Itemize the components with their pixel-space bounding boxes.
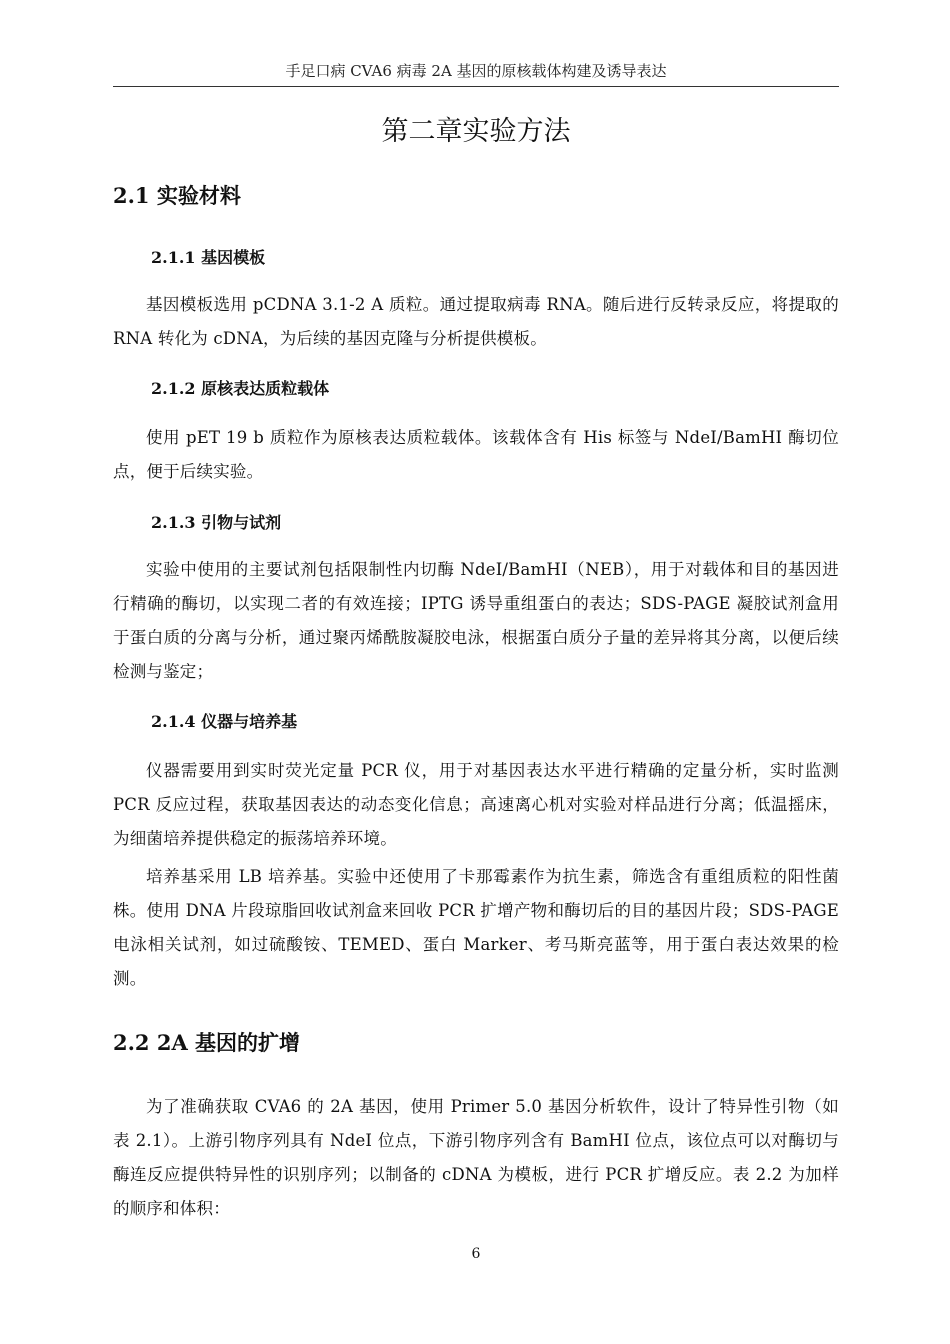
paragraph-2-1-4-instruments: 仪器需要用到实时荧光定量 PCR 仪，用于对基因表达水平进行精确的定量分析，实时监测 PCR 反应过程，获取基因表达的动态变化信息；高速离心机对实验对样品进行分离；低温摇床，为细菌培养提供稳定的振荡培养环境。 bbox=[113, 761, 839, 848]
paragraph-2-1-4-media: 培养基采用 LB 培养基。实验中还使用了卡那霉素作为抗生素，筛选含有重组质粒的阳性菌株。使用 DNA 片段琼脂回收试剂盒来回收 PCR 扩增产物和酶切后的目的基因片段；SDS-PAGE 电泳相关试剂，如过硫酸铵、TEMED、蛋白 Marker、考马斯亮蓝等，用于蛋白表达效果的检测。 bbox=[113, 867, 839, 988]
subsection-heading-2-1-3: 2.1.3 引物与试剂 bbox=[151, 513, 282, 532]
paragraph-2-1-1: 基因模板选用 pCDNA 3.1-2 A 质粒。通过提取病毒 RNA。随后进行反转录反应，将提取的 RNA 转化为 cDNA，为后续的基因克隆与分析提供模板。 bbox=[113, 295, 839, 348]
paragraph-2-1-2: 使用 pET 19 b 质粒作为原核表达质粒载体。该载体含有 His 标签与 NdeI/BamHI 酶切位点，便于后续实验。 bbox=[113, 428, 839, 481]
header-rule bbox=[113, 86, 839, 87]
paragraph-2-1-3: 实验中使用的主要试剂包括限制性内切酶 NdeI/BamHI（NEB），用于对载体和目的基因进行精确的酶切，以实现二者的有效连接；IPTG 诱导重组蛋白的表达；SDS-PAGE 凝胶试剂盒用于蛋白质的分离与分析，通过聚丙烯酰胺凝胶电泳，根据蛋白质分子量的差异将其分离，以便后续检测与鉴定； bbox=[113, 560, 839, 681]
subsection-heading-2-1-1: 2.1.1 基因模板 bbox=[151, 248, 266, 267]
section-heading-2-1: 2.1 实验材料 bbox=[113, 183, 241, 208]
section-heading-2-2: 2.2 2A 基因的扩增 bbox=[113, 1030, 301, 1055]
running-header: 手足口病 CVA6 病毒 2A 基因的原核载体构建及诱导表达 bbox=[285, 62, 667, 80]
subsection-heading-2-1-2: 2.1.2 原核表达质粒载体 bbox=[151, 379, 330, 398]
subsection-heading-2-1-4: 2.1.4 仪器与培养基 bbox=[151, 712, 298, 731]
page-number: 6 bbox=[471, 1246, 481, 1262]
chapter-title: 第二章实验方法 bbox=[381, 116, 571, 147]
paragraph-2-2: 为了准确获取 CVA6 的 2A 基因，使用 Primer 5.0 基因分析软件，设计了特异性引物（如表 2.1）。上游引物序列具有 NdeI 位点，下游引物序列含有 BamHI 位点，该位点可以对酶切与酶连反应提供特异性的识别序列；以制备的 cDNA 为模板，进行 PCR 扩增反应。表 2.2 为加样的顺序和体积： bbox=[113, 1097, 839, 1218]
document-page bbox=[113, 0, 839, 1344]
